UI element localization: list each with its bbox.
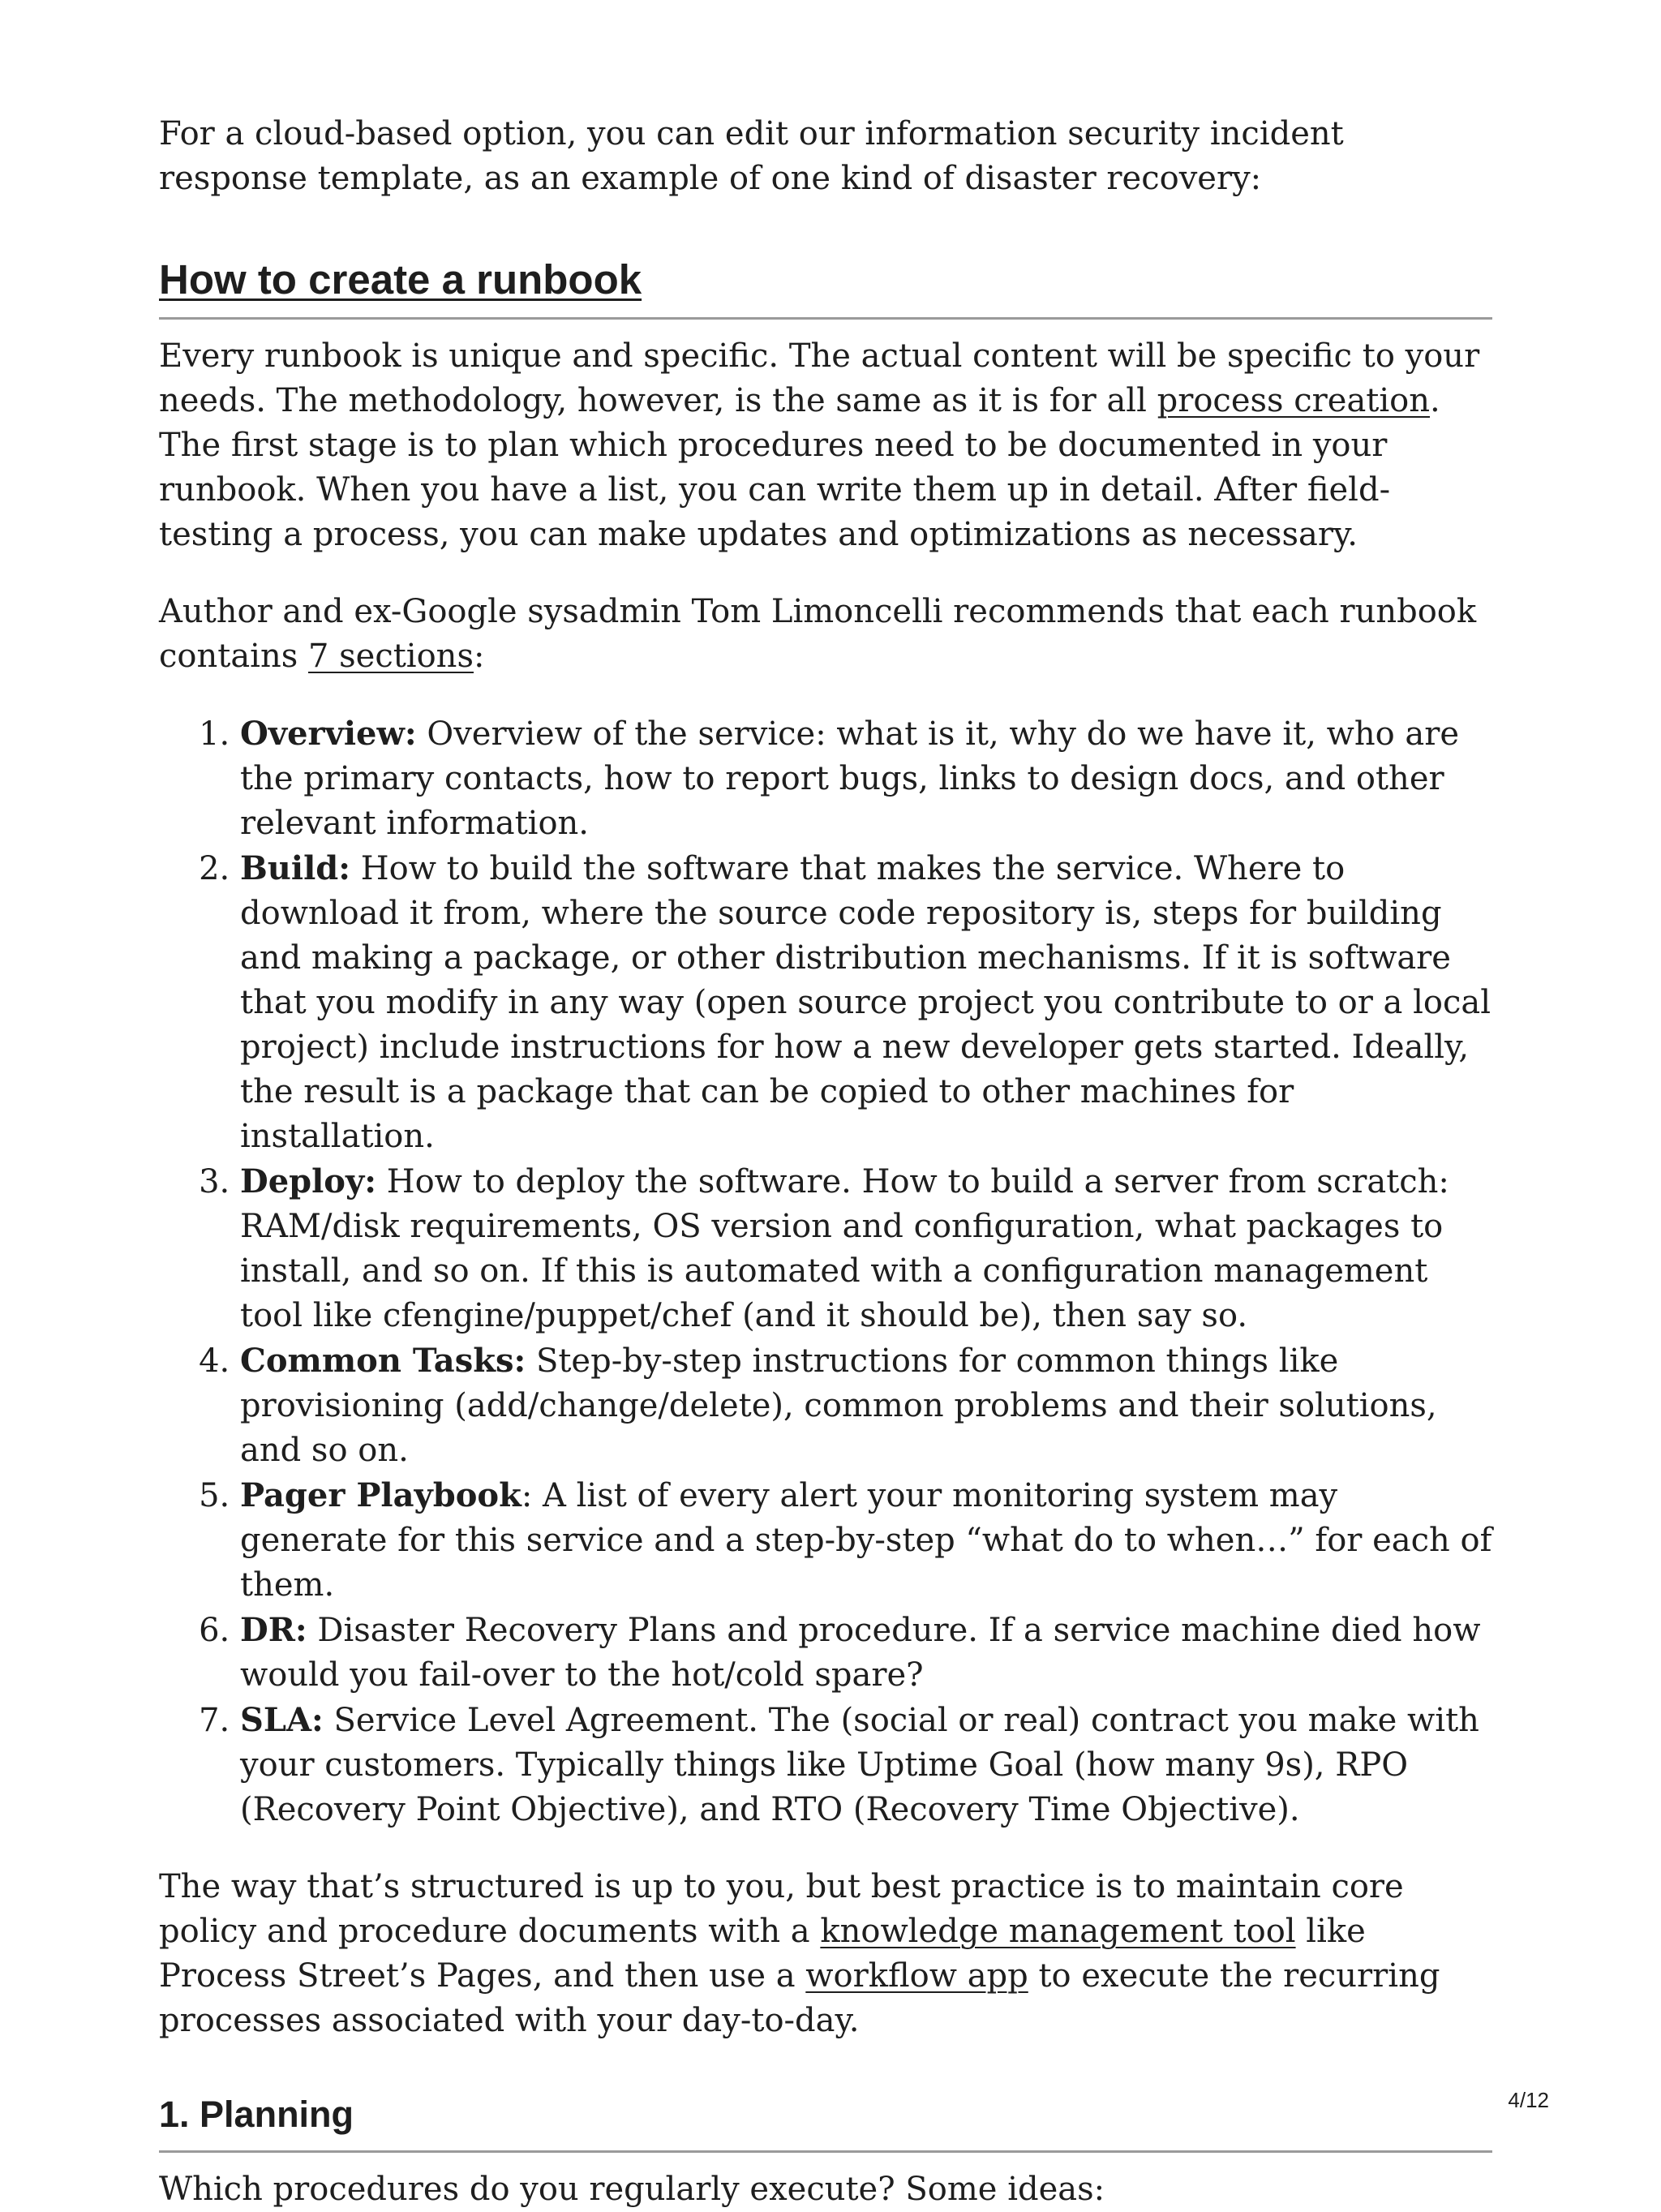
closing-text-b: like Process Street’s Pages, and then use a [159,1913,1366,1995]
list-item-title: SLA: [240,1701,324,1739]
list-item-sla [240,1698,1492,1832]
knowledge-management-tool-link[interactable]: knowledge management tool [820,1913,1296,1950]
list-item-text: Service Level Agreement. The (social or real) contract you make with your customers. Typically things like Uptime Goal (how many 9s), RPO (Recovery Point Objective), and RTO (Recovery Time Objective). [240,1702,1479,1828]
runbook-intro-paragraph [159,334,1492,557]
list-item-text: How to deploy the software. How to build a server from scratch: RAM/disk requirements, OS version and configuration, what packages to install, and so on. If this is automated with a configuration management tool like cfengine/puppet/chef (and it should be), then say so. [240,1163,1449,1334]
closing-text-c: to execute the recurring processes associated with your day-to-day. [159,1957,1440,2039]
list-item-common-tasks [240,1338,1492,1473]
closing-text-a: The way that’s structured is up to you, but best practice is to maintain core policy and procedure documents with a [159,1868,1404,1950]
list-item-text: Overview of the service: what is it, why do we have it, who are the primary contacts, how to report bugs, links to design docs, and other relevant information. [240,715,1460,842]
seven-sections-link[interactable]: 7 sections [307,638,474,675]
list-item-build [240,846,1492,1159]
list-item-pager-playbook [240,1473,1492,1608]
author-text-a: Author and ex-Google sysadmin Tom Limoncelli recommends that each runbook contains [159,593,1477,675]
list-item-text: Disaster Recovery Plans and procedure. If a service machine died how would you fail-over to the hot/cold spare? [240,1612,1481,1694]
intro-paragraph: For a cloud-based option, you can edit our information security incident response template, as an example of one kind of disaster recovery: [159,115,1344,197]
list-item-title: Overview: [240,715,417,753]
workflow-app-link[interactable]: workflow app [805,1957,1028,1995]
author-paragraph [159,590,1492,679]
heading-divider [159,317,1492,320]
list-item-title: Common Tasks: [240,1342,526,1380]
list-item-title: DR: [240,1611,307,1649]
list-item-dr [240,1608,1492,1698]
list-item-title: Build: [240,849,351,887]
heading-divider [159,2150,1492,2153]
author-text-b: : [473,638,485,675]
planning-paragraph: Which procedures do you regularly execute? Some ideas: [159,2171,1105,2208]
article-content [159,112,1492,2212]
list-item-title: Deploy: [240,1162,376,1200]
runbook-intro-text-b: . The first stage is to plan which procedures need to be documented in your runbook. When you have a list, you can write them up in detail. After field-testing a process, you can make updates and optimizations as necessary. [159,382,1440,553]
closing-paragraph [159,1865,1492,2043]
list-item-text: Step-by-step instructions for common things like provisioning (add/change/delete), common problems and their solutions, and so on. [240,1342,1437,1469]
list-item-overview [240,711,1492,846]
heading-planning: 1. Planning [159,2094,354,2135]
list-item-text: How to build the software that makes the service. Where to download it from, where the source code repository is, steps for building and making a package, or other distribution mechanisms. If it is software that you modify in any way (open source project you contribute to or a local project) include instructions for how a new developer gets started. Ideally, the result is a package that can be copied to other machines for installation. [240,850,1491,1155]
list-item-title: Pager Playbook [240,1476,521,1514]
list-item-deploy [240,1159,1492,1338]
page-number: 4/12 [1508,2088,1549,2112]
list-item-text: : A list of every alert your monitoring system may generate for this service and a step-by-step “what do to when…” for each of them. [240,1477,1492,1604]
heading-how-to-create-runbook: How to create a runbook [159,256,642,303]
runbook-intro-text-a: Every runbook is unique and specific. The actual content will be specific to your needs. The methodology, however, is the same as it is for all [159,337,1480,419]
process-creation-link[interactable]: process creation [1157,382,1431,419]
runbook-sections-list [159,711,1492,1832]
